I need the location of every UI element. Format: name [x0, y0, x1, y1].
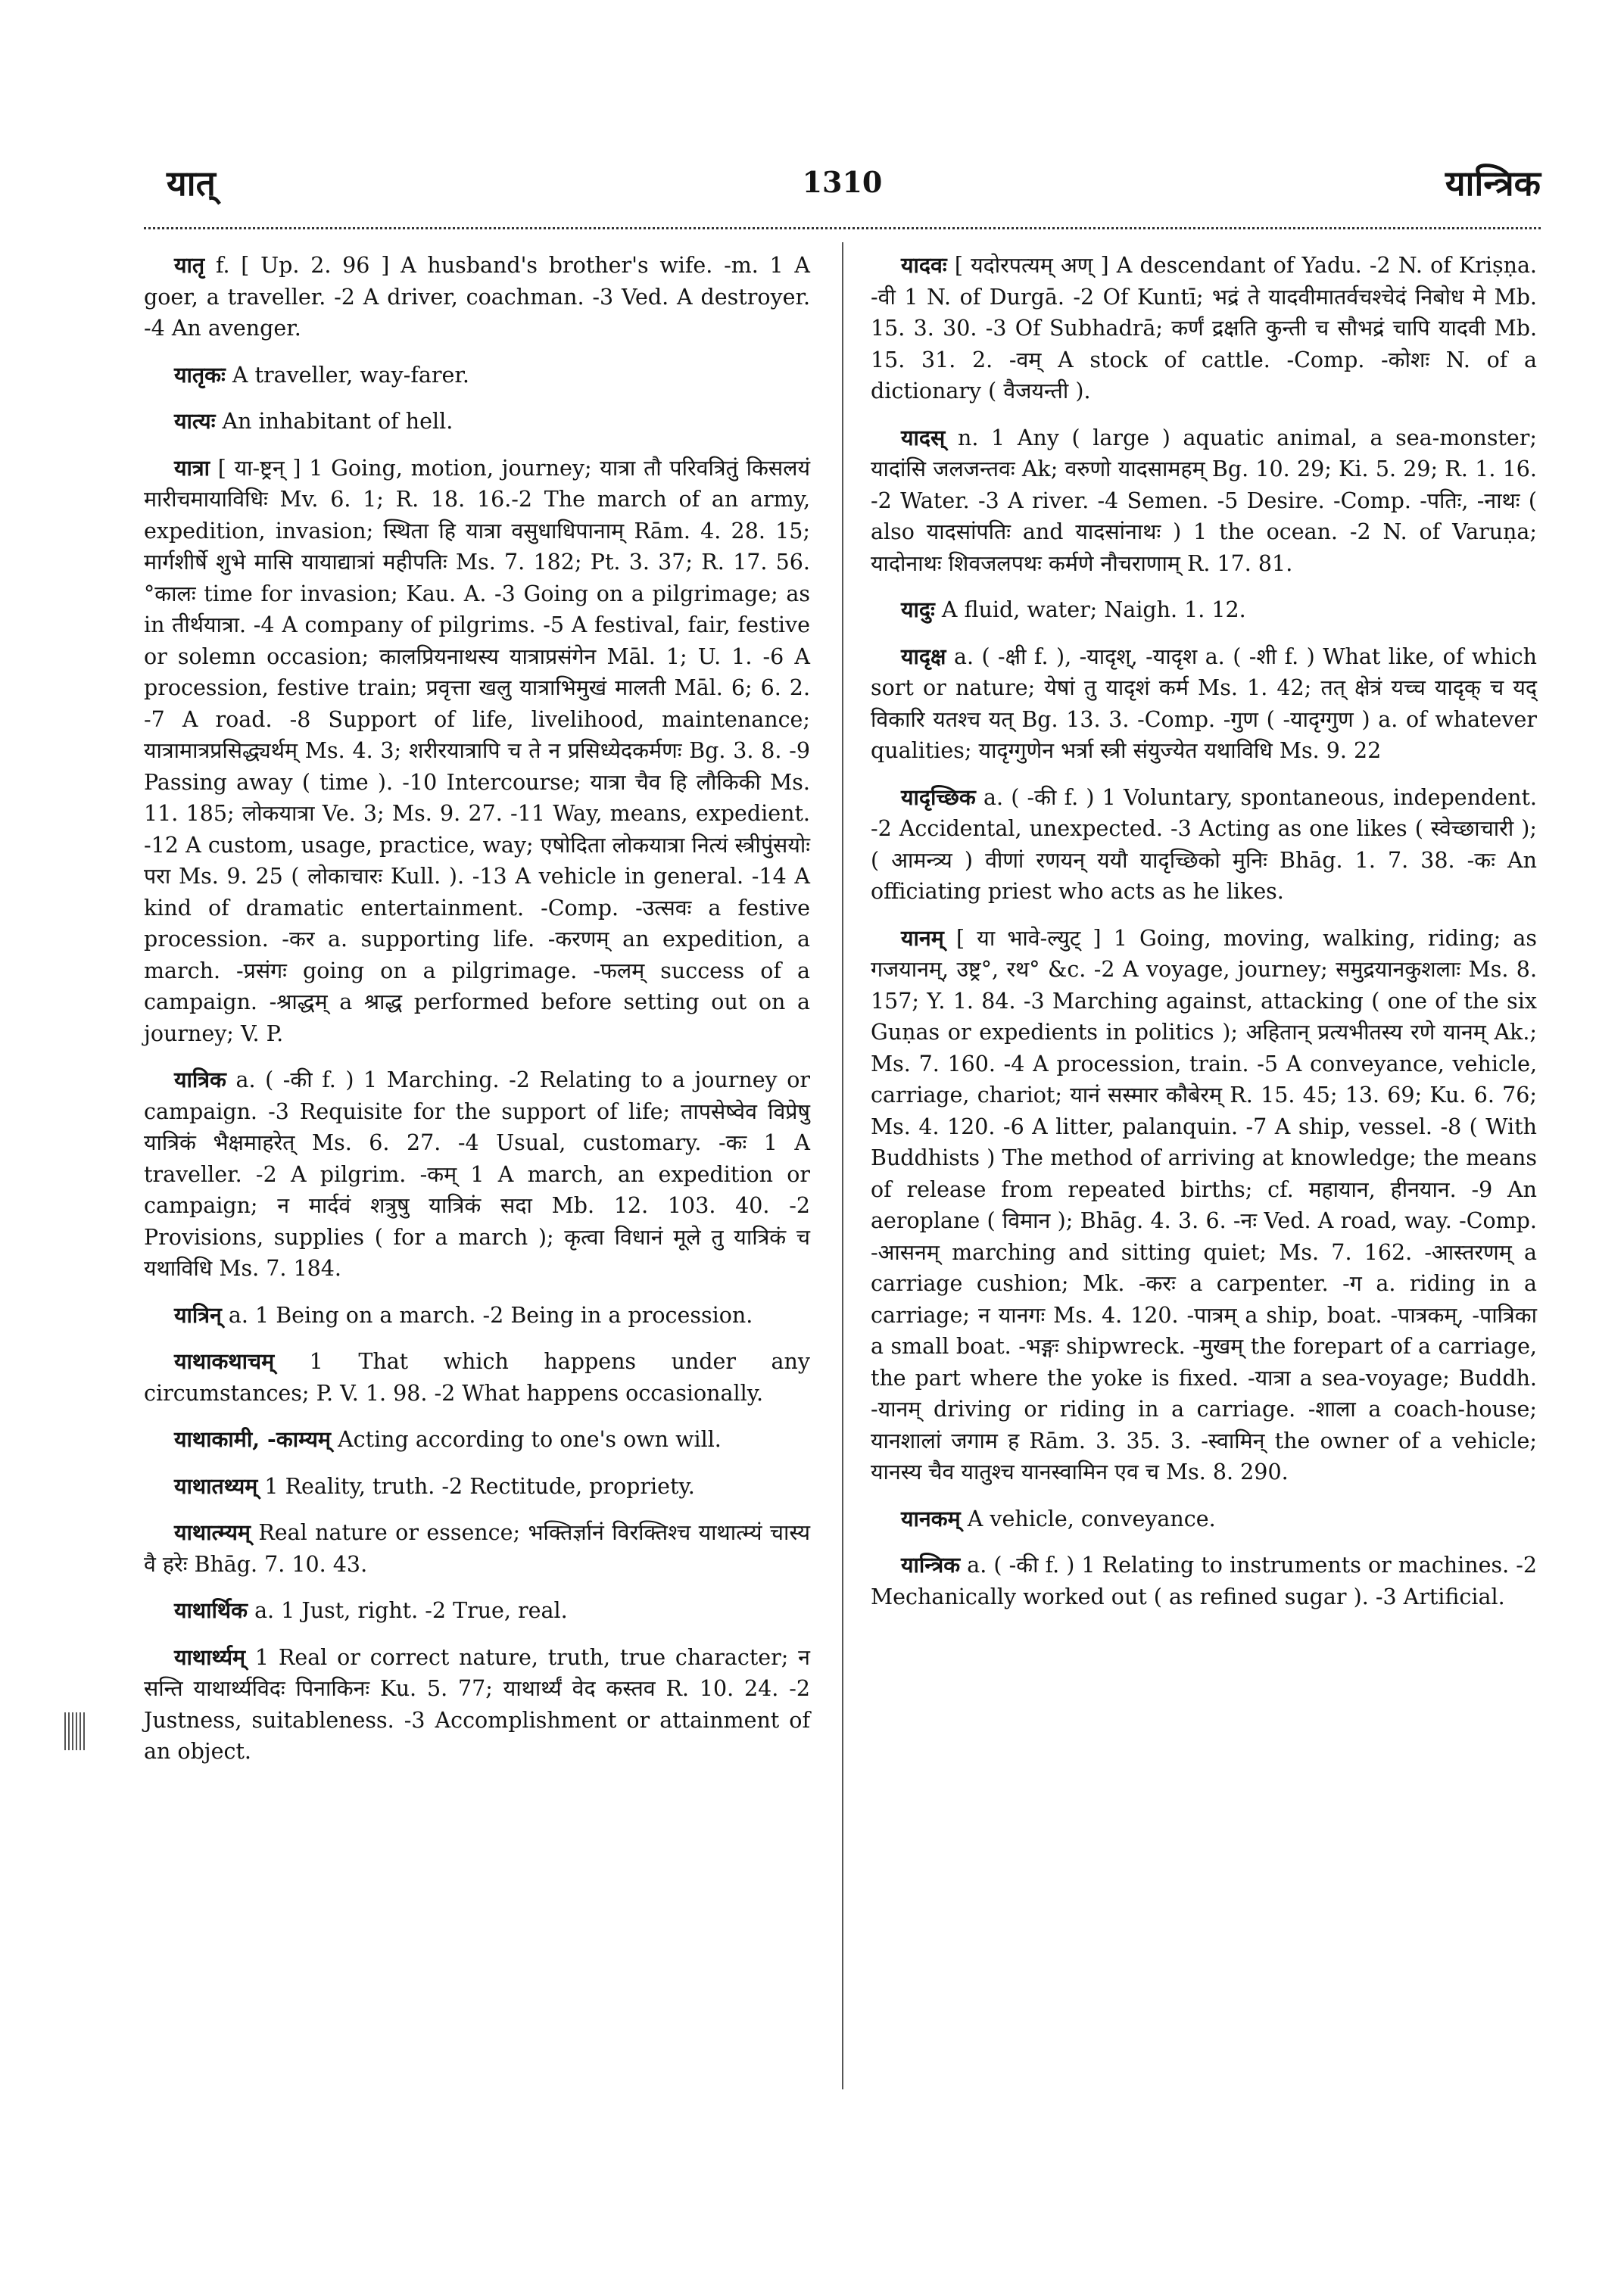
entry-headword: याथार्थिक	[174, 1597, 248, 1623]
margin-tick-mark	[64, 1712, 87, 1750]
dictionary-entry	[144, 1346, 810, 1409]
dictionary-entry	[144, 250, 810, 344]
entry-definition: [ या भावे-ल्युट् ] 1 Going, moving, walking, riding; as गजयानम्, उष्ट्र°, रथ° &c. -2 A voyage, journey; समुद्रयानकुशलाः Ms. 8. 157; Y. 1. 84. -3 Marching against, attacking ( one of the six Guṇas or expedients in politics ); अहितान् प्रत्यभीतस्य रणे यानम् Ak.; Ms. 7. 160. -4 A procession, train. -5 A conveyance, vehicle, carriage, chariot; यानं सस्मार कौबेरम् R. 15. 45; 13. 69; Ku. 6. 76; Ms. 4. 120. -6 A litter, palanquin. -7 A ship, vessel. -8 ( With Buddhists ) The method of arriving at knowledge; the means of release from repeated births; cf. महायान, हीनयान. -9 An aeroplane ( विमान ); Bhāg. 4. 3. 6. -नः Ved. A road, way. -Comp. -आसनम् marching and sitting quiet; Ms. 7. 162. -आस्तरणम् a carriage cushion; Mk. -करः a carpenter. -ग a. riding in a carriage; न यानगः Ms. 4. 120. -पात्रम् a ship, boat. -पात्रकम्, -पात्रिका a small boat. -भङ्गः shipwreck. -मुखम् the forepart of a carriage, the part where the yoke is fixed. -यात्रा a sea-voyage; Buddh. -यानम् driving or riding in a carriage. -शाला a coach-house; यानशालां जगाम ह Rām. 3. 35. 3. -स्वामिन् the owner of a vehicle; यानस्य चैव यातुश्च यानस्वामिन एव च Ms. 8. 290.	[871, 925, 1537, 1485]
entry-definition: a. ( -की f. ) 1 Relating to instruments or machines. -2 Mechanically worked out ( as refined sugar ). -3 Artificial.	[871, 1553, 1537, 1609]
entry-definition: n. 1 Any ( large ) aquatic animal, a sea-monster; यादांसि जलजन्तवः Ak; वरुणो यादसामहम् Bg. 10. 29; Ki. 5. 29; R. 1. 16. -2 Water. -3 A river. -4 Semen. -5 Desire. -Comp. -पतिः, -नाथः ( also यादसांपतिः and यादसांनाथः ) 1 the ocean. -2 N. of Varuṇa; यादोनाथः शिवजलपथः कर्मणे नौचराणाम् R. 17. 81.	[871, 425, 1538, 576]
entry-definition: Real nature or essence; भक्तिर्ज्ञानं विरक्तिश्च याथात्म्यं चास्य वै हरेः Bhāg. 7. 10. 43.	[144, 1520, 810, 1577]
entry-headword: यादृच्छिक	[901, 784, 976, 810]
dictionary-entry	[871, 641, 1537, 767]
dictionary-entry	[871, 594, 1537, 626]
entry-headword: याथाकामी, -काम्यम्	[174, 1426, 331, 1452]
entry-definition: A fluid, water; Naigh. 1. 12.	[941, 597, 1246, 622]
entry-definition: A vehicle, conveyance.	[967, 1506, 1216, 1531]
entry-headword: याथातथ्यम्	[174, 1472, 258, 1499]
entry-headword: याथाकथाचम्	[174, 1348, 275, 1374]
entry-headword: यानम्	[901, 924, 944, 951]
page-header	[144, 159, 1541, 220]
dictionary-entry	[144, 1300, 810, 1332]
dictionary-entry	[144, 360, 810, 391]
dictionary-entry	[144, 453, 810, 1050]
entry-definition: 1 Reality, truth. -2 Rectitude, propriety.	[264, 1473, 695, 1499]
dictionary-entry	[144, 1471, 810, 1503]
entry-headword: यादस्	[901, 424, 946, 450]
entry-headword: यादुः	[901, 597, 935, 622]
header-right-guideword: यान्त्रिक	[1445, 163, 1541, 204]
entry-definition: An inhabitant of hell.	[222, 409, 454, 434]
entry-definition: A traveller, way-farer.	[232, 362, 469, 388]
entry-headword: यात्रिन्	[174, 1301, 222, 1328]
entry-definition: [ या-ष्ट्रन् ] 1 Going, motion, journey; यात्रा तौ परिवत्रितुं किसलयं मारीचमायाविधिः Mv. 6. 1; R. 18. 16.-2 The march of an army, expedition, invasion; स्थिता हि यात्रा वसुधाधिपानाम् Rām. 4. 28. 15; मार्गशीर्षे शुभे मासि यायाद्यात्रां महीपतिः Ms. 7. 182; Pt. 3. 37; R. 17. 56. °कालः time for invasion; Kau. A. -3 Going on a pilgrimage; as in तीर्थयात्रा. -4 A company of pilgrims. -5 A festival, fair, festive or solemn occasion; कालप्रियनाथस्य यात्राप्रसंगेन Māl. 1; U. 1. -6 A procession, festive train; प्रवृत्ता खलु यात्राभिमुखं मालती Māl. 6; 6. 2. -7 A road. -8 Support of life, livelihood, maintenance; यात्रामात्रप्रसिद्ध्यर्थम् Ms. 4. 3; शरीरयात्रापि च ते न प्रसिध्येदकर्मणः Bg. 3. 8. -9 Passing away ( time ). -10 Intercourse; यात्रा चैव हि लौकिकी Ms. 11. 185; लोकयात्रा Ve. 3; Ms. 9. 27. -11 Way, means, expedient. -12 A custom, usage, practice, way; एषोदिता लोकयात्रा नित्यं स्त्रीपुंसयोः परा Ms. 9. 25 ( लोकाचारः Kull. ). -13 A vehicle in general. -14 A kind of dramatic entertainment. -Comp. -उत्सवः a festive procession. -कर a. supporting life. -करणम् an expedition, a march. -प्रसंगः going on a pilgrimage. -फलम् success of a campaign. -श्राद्धम् a श्राद्ध performed before setting out on a journey; V. P.	[144, 455, 811, 1046]
entry-definition: Acting according to one's own will.	[338, 1427, 722, 1452]
left-column	[144, 250, 810, 1783]
entry-definition: 1 Real or correct nature, truth, true character; न सन्ति याथार्थ्यविदः पिनाकिनः Ku. 5. 77; याथार्थ्यं वेद कस्तव R. 10. 24. -2 Justness, suitableness. -3 Accomplishment or attainment of an object.	[144, 1644, 810, 1764]
dictionary-entry	[871, 1503, 1537, 1535]
entry-headword: यातृकः	[174, 361, 226, 388]
dictionary-entry	[144, 1064, 810, 1285]
dictionary-entry	[144, 1424, 810, 1456]
dictionary-entry	[144, 1517, 810, 1580]
entry-headword: यान्त्रिक	[901, 1552, 961, 1578]
header-left-guideword: यात्	[167, 163, 216, 204]
dictionary-entry	[871, 923, 1537, 1488]
entry-headword: यात्रिक	[174, 1067, 226, 1092]
header-rule	[144, 227, 1541, 229]
entry-headword: याथात्म्यम्	[174, 1519, 251, 1545]
dictionary-entry	[871, 1550, 1537, 1612]
entry-headword: यात्रा	[174, 454, 210, 481]
dictionary-entry	[144, 406, 810, 438]
right-column	[871, 250, 1537, 1628]
entry-definition: a. 1 Just, right. -2 True, real.	[254, 1598, 568, 1623]
dictionary-entry	[871, 250, 1537, 407]
entry-definition: a. ( -की f. ) 1 Voluntary, spontaneous, independent. -2 Accidental, unexpected. -3 Acting as one likes ( स्वेच्छाचारी ); ( आमन्त्र्य ) वीणां रणयन् ययौ यादृच्छिको मुनिः Bhāg. 1. 7. 38. -कः An officiating priest who acts as he likes.	[871, 784, 1537, 904]
entry-headword: यादवः	[901, 252, 947, 278]
entry-headword: याथार्थ्यम्	[174, 1643, 246, 1670]
column-divider	[842, 242, 843, 2089]
entry-headword: यादृक्ष	[901, 643, 946, 669]
entry-definition: a. ( -क्षी f. ), -यादृश्, -यादृश a. ( -शी f. ) What like, of which sort or nature; येषां तु यादृशं कर्म Ms. 1. 42; तत् क्षेत्रं यच्च यादृक् च यद् विकारि यतश्च यत् Bg. 13. 3. -Comp. -गुण ( -यादृग्गुण ) a. of whatever qualities; यादृग्गुणेन भर्त्रा स्त्री संयुज्येत यथाविधि Ms. 9. 22	[871, 643, 1538, 763]
dictionary-entry	[144, 1642, 810, 1768]
entry-definition: a. ( -की f. ) 1 Marching. -2 Relating to a journey or campaign. -3 Requisite for the support of life; तापसेष्वेव विप्रेषु यात्रिकं भैक्षमाहरेत् Ms. 6. 27. -4 Usual, customary. -कः 1 A traveller. -2 A pilgrim. -कम् 1 A march, an expedition or campaign; न मार्दवं शत्रुषु यात्रिकं सदा Mb. 12. 103. 40. -2 Provisions, supplies ( for a march ); कृत्वा विधानं मूले तु यात्रिकं च यथाविधि Ms. 7. 184.	[144, 1067, 810, 1281]
entry-definition: f. [ Up. 2. 96 ] A husband's brother's wife. -m. 1 A goer, a traveller. -2 A driver, coachman. -3 Ved. A destroyer. -4 An avenger.	[144, 253, 811, 341]
entry-headword: यातृ	[174, 252, 205, 278]
entry-headword: यात्यः	[174, 408, 216, 434]
dictionary-entry	[144, 1595, 810, 1627]
entry-definition: a. 1 Being on a march. -2 Being in a procession.	[228, 1302, 753, 1328]
dictionary-entry	[871, 422, 1537, 580]
entry-headword: यानकम्	[901, 1505, 961, 1531]
entry-definition: [ यदोरपत्यम् अण् ] A descendant of Yadu. -2 N. of Kriṣṇa. -वी 1 N. of Durgā. -2 Of Kuntī; भद्रं ते यादवीमातर्वचश्चेदं निबोध मे Mb. 15. 3. 30. -3 Of Subhadrā; कर्णं द्रक्षति कुन्ती च सौभद्रं चापि यादवी Mb. 15. 31. 2. -वम् A stock of cattle. -Comp. -कोशः N. of a dictionary ( वैजयन्ती ).	[871, 253, 1537, 403]
page-number: 1310	[802, 165, 883, 199]
entry-definition: 1 That which happens under any circumstances; P. V. 1. 98. -2 What happens occasionally.	[144, 1349, 810, 1406]
dictionary-entry	[871, 782, 1537, 908]
